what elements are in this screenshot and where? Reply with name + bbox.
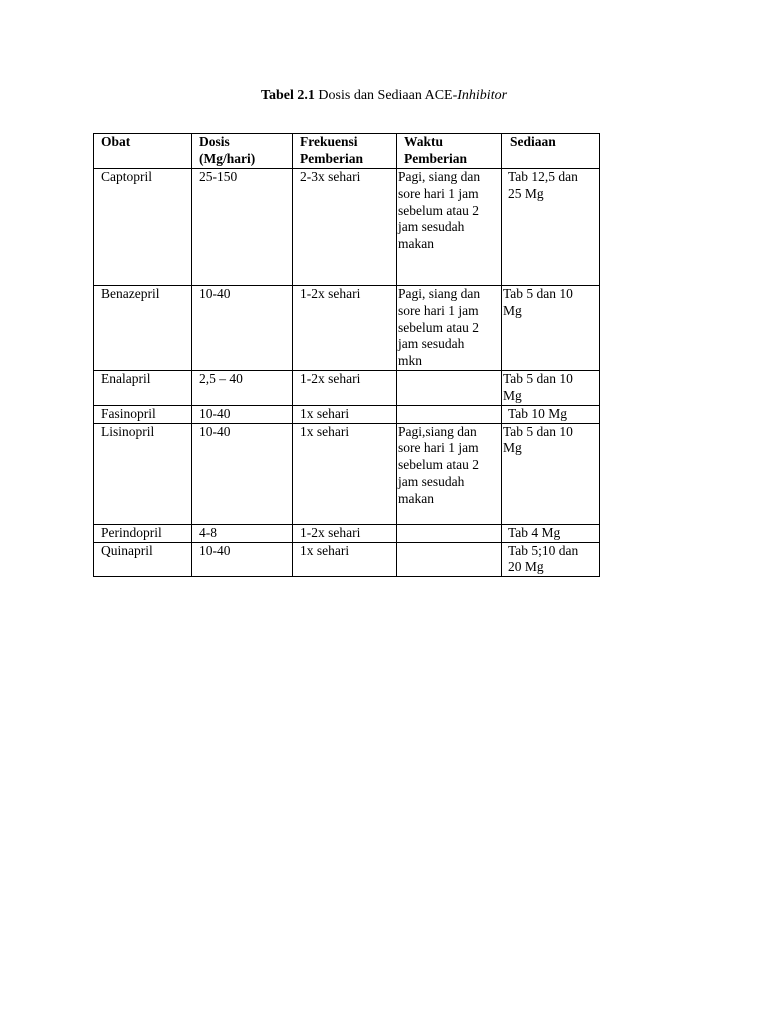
table-row	[94, 542, 600, 577]
cell-sediaan: Tab 5 dan 10 Mg	[502, 423, 600, 524]
cell-obat: Captopril	[94, 169, 192, 286]
cell-obat: Lisinopril	[94, 423, 192, 524]
table-row	[94, 286, 600, 371]
cell-dosis: 10-40	[192, 423, 293, 524]
caption-text: Dosis dan Sediaan ACE-	[314, 88, 458, 103]
cell-frekuensi: 1x sehari	[293, 423, 397, 524]
table-caption	[0, 87, 768, 105]
cell-dosis: 10-40	[192, 286, 293, 371]
cell-sediaan: Tab 4 Mg	[502, 524, 600, 542]
header-obat: Obat	[94, 134, 192, 169]
header-frekuensi: Frekuensi Pemberian	[293, 134, 397, 169]
cell-dosis: 10-40	[192, 405, 293, 423]
cell-sediaan: Tab 5 dan 10 Mg	[502, 370, 600, 405]
caption-italic: Inhibitor	[457, 88, 508, 103]
cell-waktu: Pagi,siang dan sore hari 1 jam sebelum atau 2 jam sesudah makan	[397, 423, 502, 524]
header-sediaan: Sediaan	[502, 134, 600, 169]
cell-sediaan: Tab 12,5 dan 25 Mg	[502, 169, 600, 286]
table-row	[94, 423, 600, 524]
cell-dosis: 4-8	[192, 524, 293, 542]
table-header-row	[94, 134, 600, 169]
cell-waktu	[397, 542, 502, 577]
cell-waktu: Pagi, siang dan sore hari 1 jam sebelum atau 2 jam sesudah mkn	[397, 286, 502, 371]
cell-waktu: Pagi, siang dan sore hari 1 jam sebelum atau 2 jam sesudah makan	[397, 169, 502, 286]
cell-sediaan: Tab 5;10 dan 20 Mg	[502, 542, 600, 577]
cell-sediaan: Tab 10 Mg	[502, 405, 600, 423]
cell-waktu	[397, 370, 502, 405]
table-row	[94, 370, 600, 405]
cell-obat: Enalapril	[94, 370, 192, 405]
cell-obat: Quinapril	[94, 542, 192, 577]
cell-dosis: 25-150	[192, 169, 293, 286]
table-row	[94, 524, 600, 542]
cell-frekuensi: 1-2x sehari	[293, 524, 397, 542]
cell-frekuensi: 1-2x sehari	[293, 370, 397, 405]
cell-frekuensi: 1x sehari	[293, 405, 397, 423]
cell-frekuensi: 1-2x sehari	[293, 286, 397, 371]
cell-frekuensi: 1x sehari	[293, 542, 397, 577]
cell-frekuensi: 2-3x sehari	[293, 169, 397, 286]
cell-dosis: 2,5 – 40	[192, 370, 293, 405]
cell-obat: Perindopril	[94, 524, 192, 542]
cell-sediaan: Tab 5 dan 10 Mg	[502, 286, 600, 371]
header-waktu: Waktu Pemberian	[397, 134, 502, 169]
table-row	[94, 169, 600, 286]
dosage-table	[93, 133, 600, 577]
cell-waktu	[397, 405, 502, 423]
header-dosis: Dosis (Mg/hari)	[192, 134, 293, 169]
cell-dosis: 10-40	[192, 542, 293, 577]
cell-obat: Benazepril	[94, 286, 192, 371]
cell-waktu	[397, 524, 502, 542]
table-row	[94, 405, 600, 423]
caption-label: Tabel 2.1	[260, 88, 315, 103]
cell-obat: Fasinopril	[94, 405, 192, 423]
